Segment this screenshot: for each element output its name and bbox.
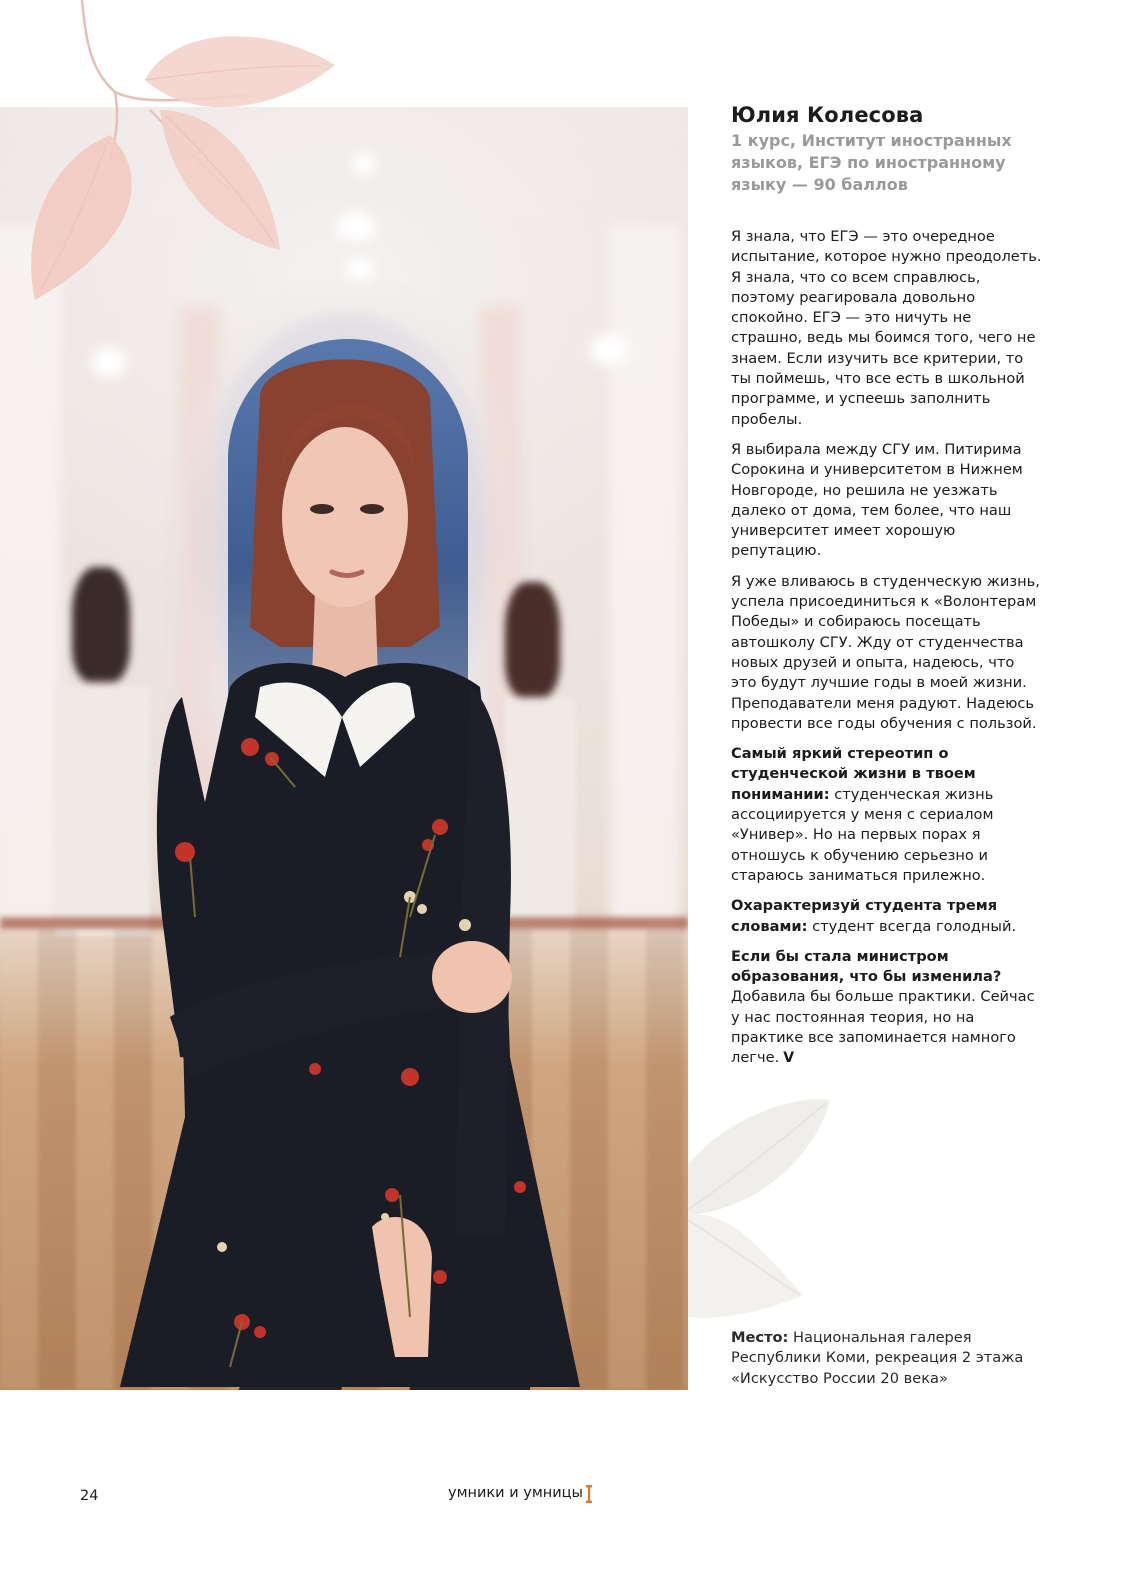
qa-question: Если бы стала министром образования, что бы изменила?: [731, 947, 1002, 986]
article-paragraph: Я выбирала между СГУ им. Питирима Сорокина и университетом в Нижнем Новгороде, но решила не уезжать далеко от дома, тем более, что наш университет имеет хорошую репутацию.: [731, 440, 1023, 560]
person-subtitle: 1 курс, Институт иностранных языков, ЕГЭ по иностранному языку — 90 баллов: [731, 131, 1012, 194]
article-body: [731, 227, 1043, 1079]
photo-pillar-right: [610, 227, 680, 927]
location-text: Национальная галерея Республики Коми, рекреация 2 этажа «Искусство России 20 века»: [731, 1329, 1024, 1387]
qa-question: Самый яркий стереотип о студенческой жизни в твоем понимании:: [731, 745, 976, 803]
portrait-photo: [0, 107, 688, 1390]
photo-person: [110, 357, 590, 1390]
photo-pillar-left: [0, 227, 60, 927]
photo-lamp: [345, 257, 375, 281]
leaf-decoration-icon: [688, 1095, 848, 1325]
photo-lamp: [352, 152, 376, 176]
qa-answer: студенческая жизнь ассоциируется у меня с сериалом «Универ». Но на первых порах я отношусь к обучению серьезно и стараюсь заниматься прилежно.: [731, 785, 994, 884]
article-paragraph: Я знала, что ЕГЭ — это очередное испытание, которое нужно преодолеть. Я знала, что со всем справлюсь, поэтому реагировала довольно спокойно. ЕГЭ — это ничуть не страшно, ведь мы боимся того, чего не знаем. Если изучить все критерии, то ты поймешь, что все есть в школьной программе, и успеешь заполнить пробелы.: [731, 228, 1042, 428]
v-logo-icon: V: [783, 1050, 795, 1067]
article-paragraph: Я уже вливаюсь в студенческую жизнь, успела присоединиться к «Волонтерам Победы» и собираюсь посещать автошколу СГУ. Жду от студенчества новых друзей и опыта, надеюсь, что это будут лучшие годы в моей жизни. Преподаватели меня радуют. Надеюсь провести все годы обучения с пользой.: [731, 572, 1040, 732]
qa-question: Охарактеризуй студента тремя словами:: [731, 897, 998, 935]
accent-bar-icon: [586, 1485, 592, 1503]
qa-item: [731, 744, 1043, 886]
photo-location: [731, 1328, 1061, 1389]
running-title: умники и умницы: [448, 1485, 583, 1501]
photo-lamp: [590, 335, 628, 365]
page-number: 24: [80, 1488, 99, 1504]
qa-answer: Добавила бы больше практики. Сейчас у нас постоянная теория, но на практике все запоминается намного легче.: [731, 988, 1035, 1067]
profile-header: [731, 100, 1051, 196]
qa-answer: студент всегда голодный.: [812, 917, 1017, 935]
qa-item: [731, 896, 1043, 937]
person-name: Юлия Колесова: [731, 103, 924, 127]
photo-lamp: [336, 212, 376, 242]
qa-item: [731, 947, 1043, 1069]
location-label: Место:: [731, 1329, 789, 1346]
